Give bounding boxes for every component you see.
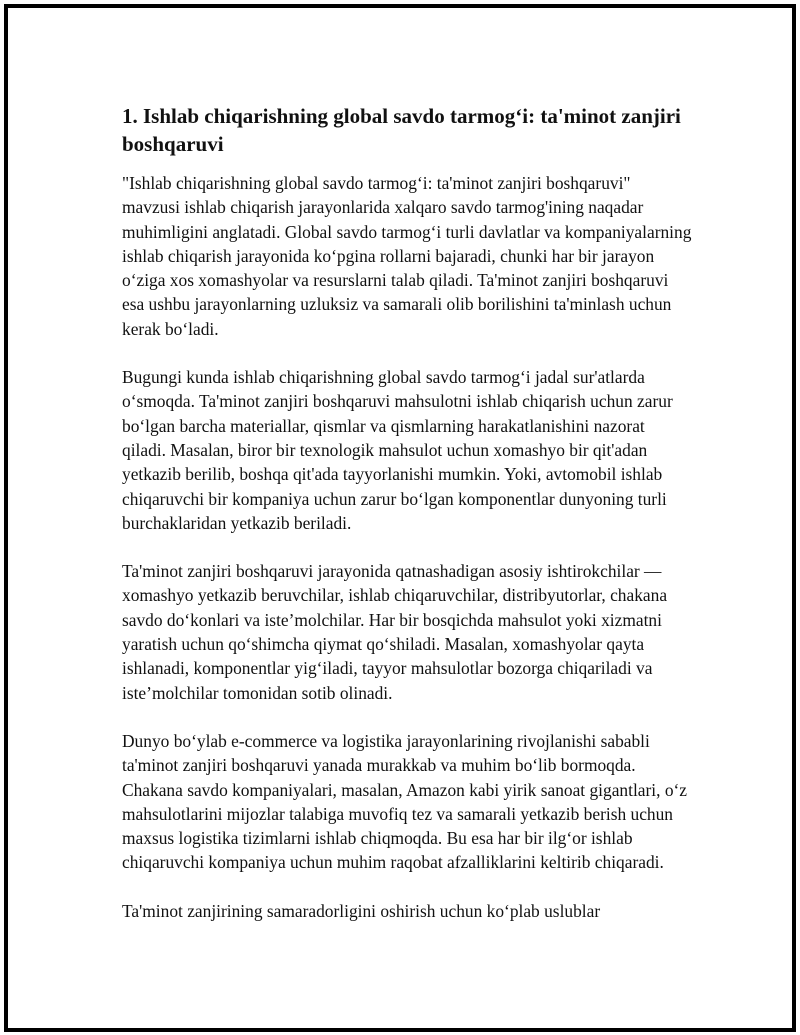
paragraph-1: "Ishlab chiqarishning global savdo tarmog‘i: ta'minot zanjiri boshqaruvi" mavzusi ishlab chiqarish jarayonlarida xalqaro savdo tarmog'ining naqadar muhimligini anglatadi. Global savdo tarmog‘i turli davlatlar va kompaniyalarning ishlab chiqarish jarayonida ko‘pgina rollarni bajaradi, chunki har bir jarayon o‘ziga xos xomashyolar va resurslarni talab qiladi. Ta'minot zanjiri boshqaruvi esa ushbu jarayonlarning uzluksiz va samarali olib borilishini ta'minlash uchun kerak bo‘ladi. (122, 173, 692, 339)
page-title: 1. Ishlab chiqarishning global savdo tarmog‘i: ta'minot zanjiri boshqaruvi (122, 104, 681, 156)
paragraph-3: Ta'minot zanjiri boshqaruvi jarayonida qatnashadigan asosiy ishtirokchilar — xomashyo yetkazib beruvchilar, ishlab chiqaruvchilar, distribyutorlar, chakana savdo do‘konlari va iste’molchilar. Har bir bosqichda mahsulot yoki xizmatni yaratish uchun qo‘shimcha qiymat qo‘shiladi. Masalan, xomashyolar qayta ishlanadi, komponentlar yig‘iladi, tayyor mahsulotlar bozorga chiqariladi va iste’molchilar tomonidan sotib olinadi. (122, 561, 668, 703)
paragraph-5: Ta'minot zanjirining samaradorligini oshirish uchun ko‘plab uslublar (122, 900, 601, 921)
document-body (122, 102, 692, 947)
paragraph-2: Bugungi kunda ishlab chiqarishning global savdo tarmog‘i jadal sur'atlarda o‘smoqda. Ta'minot zanjiri boshqaruvi mahsulotni ishlab chiqarish uchun zarur bo‘lgan barcha materiallar, qismlar va qismlarning harakatlanishini nazorat qiladi. Masalan, biror bir texnologik mahsulot uchun xomashyo bir qit'adan yetkazib berilib, boshqa qit'ada tayyorlanishi mumkin. Yoki, avtomobil ishlab chiqaruvchi bir kompaniya uchun zarur bo‘lgan komponentlar dunyoning turli burchaklaridan yetkazib beriladi. (122, 367, 673, 533)
page-frame (4, 4, 796, 1032)
paragraph-4: Dunyo bo‘ylab e-commerce va logistika jarayonlarining rivojlanishi sababli ta'minot zanjiri boshqaruvi yanada murakkab va muhim bo‘lib bormoqda. Chakana savdo kompaniyalari, masalan, Amazon kabi yirik sanoat gigantlari, o‘z mahsulotlarini mijozlar talabiga muvofiq tez va samarali yetkazib berish uchun maxsus logistika tizimlarni ishlab chiqmoqda. Bu esa har bir ilg‘or ishlab chiqaruvchi kompaniya uchun muhim raqobat afzalliklarini keltirib chiqaradi. (122, 730, 688, 873)
